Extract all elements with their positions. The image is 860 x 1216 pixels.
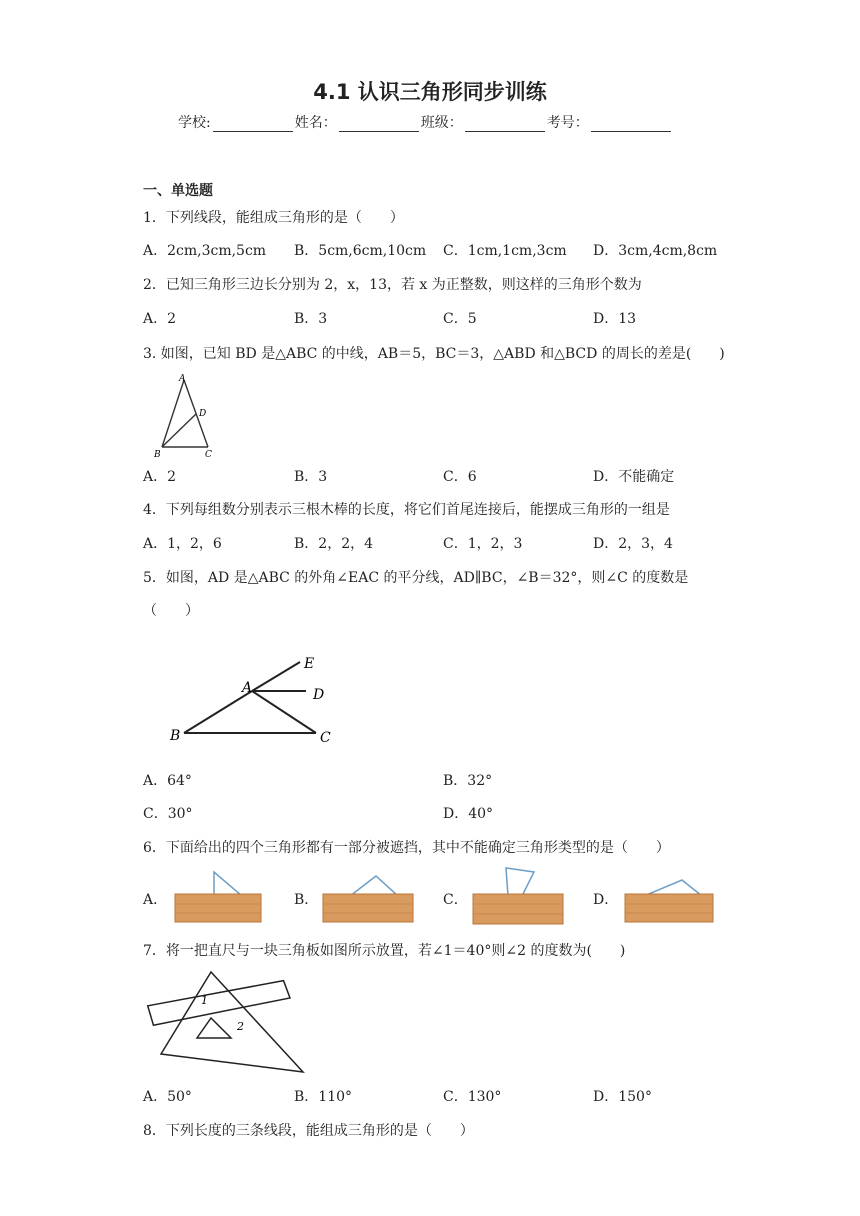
- question-3-option-d[interactable]: D．不能确定: [593, 469, 675, 485]
- q5-label-c: C: [320, 730, 331, 746]
- question-1-option-a[interactable]: A．2cm,3cm,5cm: [143, 243, 267, 259]
- question-4-option-b[interactable]: B．2，2，4: [294, 536, 374, 552]
- question-6-option-b[interactable]: B．: [294, 892, 319, 908]
- q7-label-2: 2: [237, 1020, 244, 1033]
- school-blank[interactable]: [213, 117, 293, 132]
- q3-label-a: A: [179, 374, 186, 384]
- question-3-option-c[interactable]: C．6: [443, 469, 477, 485]
- question-7-figure: [143, 970, 313, 1078]
- question-3-figure: [148, 372, 228, 460]
- question-6-figure-b[interactable]: [320, 868, 416, 926]
- question-3-option-a[interactable]: A．2: [143, 469, 177, 485]
- question-5-option-c[interactable]: C．30°: [143, 806, 193, 822]
- question-2-option-c[interactable]: C．5: [443, 311, 477, 327]
- section-heading: 一、单选题: [143, 183, 213, 199]
- question-6-figure-d[interactable]: [622, 868, 716, 926]
- question-7-option-c[interactable]: C．130°: [443, 1089, 502, 1105]
- class-blank[interactable]: [465, 117, 545, 132]
- question-5-option-a[interactable]: A．64°: [143, 773, 192, 789]
- student-info-line: [178, 112, 673, 132]
- q5-label-e: E: [304, 656, 315, 672]
- question-2-option-b[interactable]: B．3: [294, 311, 328, 327]
- question-7-option-d[interactable]: D．150°: [593, 1089, 652, 1105]
- question-2-stem: 2．已知三角形三边长分别为 2，x，13，若 x 为正整数，则这样的三角形个数为: [143, 277, 642, 293]
- question-7-option-a[interactable]: A．50°: [143, 1089, 192, 1105]
- question-4-option-a[interactable]: A．1，2，6: [143, 536, 222, 552]
- question-1-option-c[interactable]: C．1cm,1cm,3cm: [443, 243, 567, 259]
- question-5-stem-bracket: （ ）: [143, 603, 199, 619]
- q5-label-a: A: [242, 680, 253, 696]
- number-blank[interactable]: [591, 117, 671, 132]
- question-6-figure-a[interactable]: [172, 868, 264, 926]
- name-label: 姓名：: [294, 115, 337, 131]
- q3-label-c: C: [205, 450, 212, 460]
- question-4-option-c[interactable]: C．1，2，3: [443, 536, 523, 552]
- question-6-option-d[interactable]: D．: [593, 892, 619, 908]
- question-7-option-b[interactable]: B．110°: [294, 1089, 353, 1105]
- name-blank[interactable]: [339, 117, 419, 132]
- question-5-stem: 5．如图，AD 是△ABC 的外角∠EAC 的平分线，AD∥BC，∠B＝32°，则∠C 的度数是: [143, 570, 689, 586]
- question-2-option-d[interactable]: D．13: [593, 311, 637, 327]
- q7-label-1: 1: [201, 994, 208, 1007]
- question-8-stem: 8．下列长度的三条线段，能组成三角形的是（ ）: [143, 1123, 474, 1139]
- question-4-stem: 4．下列每组数分别表示三根木棒的长度，将它们首尾连接后，能摆成三角形的一组是: [143, 502, 670, 518]
- question-6-option-c[interactable]: C．: [443, 892, 468, 908]
- question-1-option-d[interactable]: D．3cm,4cm,8cm: [593, 243, 718, 259]
- q3-label-b: B: [154, 450, 161, 460]
- question-2-option-a[interactable]: A．2: [143, 311, 177, 327]
- question-7-stem: 7．将一把直尺与一块三角板如图所示放置，若∠1＝40°则∠2 的度数为( ): [143, 943, 626, 959]
- question-6-option-a[interactable]: A．: [143, 892, 168, 908]
- q3-label-d: D: [199, 409, 207, 419]
- question-6-figure-c[interactable]: [470, 862, 566, 926]
- number-label: 考号：: [546, 115, 589, 131]
- question-4-option-d[interactable]: D．2，3，4: [593, 536, 673, 552]
- page-title: 4.1 认识三角形同步训练: [313, 80, 547, 104]
- question-1-option-b[interactable]: B．5cm,6cm,10cm: [294, 243, 427, 259]
- question-3-option-b[interactable]: B．3: [294, 469, 328, 485]
- class-label: 班级：: [420, 115, 463, 131]
- question-5-option-d[interactable]: D．40°: [443, 806, 494, 822]
- question-1-stem: 1．下列线段，能组成三角形的是（ ）: [143, 210, 404, 226]
- q5-label-d: D: [313, 687, 325, 703]
- q5-label-b: B: [170, 728, 181, 744]
- question-5-figure: [168, 652, 348, 752]
- question-5-option-b[interactable]: B．32°: [443, 773, 493, 789]
- question-3-stem: 3. 如图，已知 BD 是△ABC 的中线，AB＝5，BC＝3，△ABD 和△BCD 的周长的差是( ): [143, 346, 725, 362]
- question-6-stem: 6．下面给出的四个三角形都有一部分被遮挡，其中不能确定三角形类型的是（ ）: [143, 840, 670, 856]
- school-label: 学校:: [178, 115, 211, 131]
